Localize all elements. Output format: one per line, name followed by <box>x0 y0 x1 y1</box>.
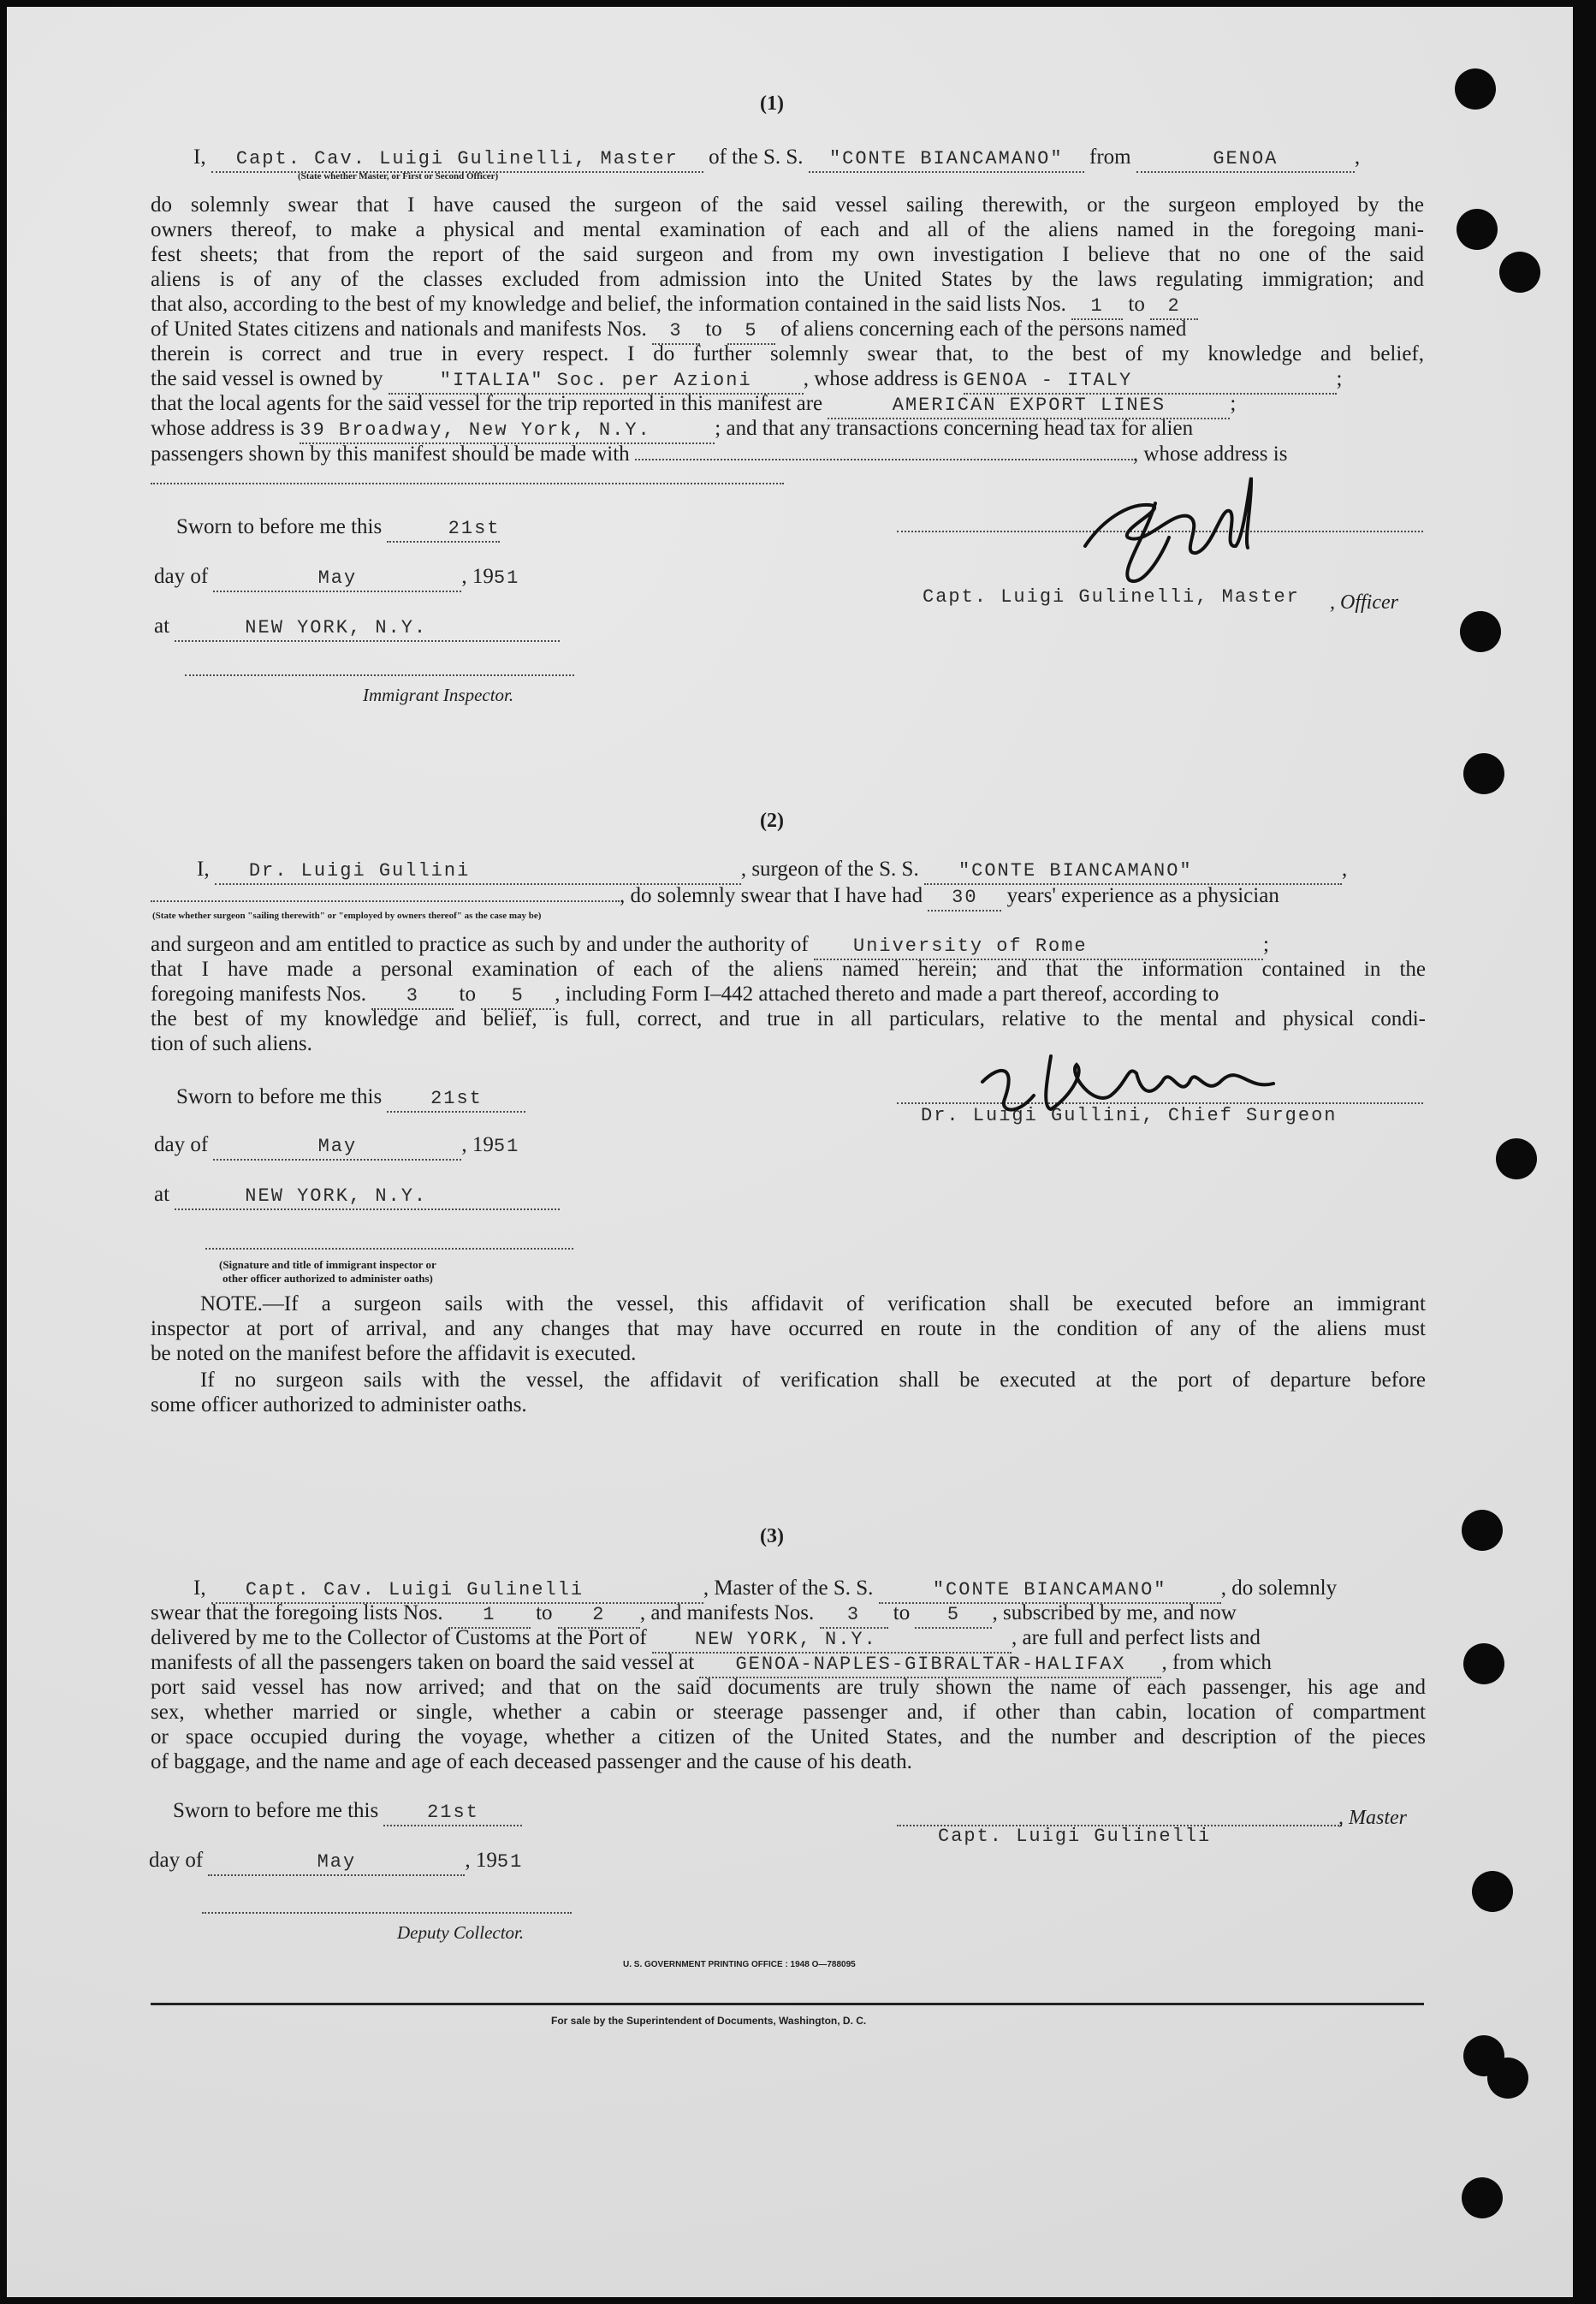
lists-to-field: 2 <box>558 1603 640 1629</box>
manifests-from-field: 3 <box>652 319 700 345</box>
sworn-day-field: 21st <box>387 517 500 543</box>
place-field: NEW YORK, N.Y. <box>175 1185 560 1210</box>
punch-hole <box>1455 68 1496 110</box>
sec2-at-line <box>154 1183 560 1210</box>
sec3-route-line <box>151 1651 1426 1678</box>
day-of-label: day of <box>154 1133 209 1156</box>
sec1-day-line <box>154 565 519 592</box>
authority-field: University of Rome <box>814 935 1263 960</box>
lists-from-field: 1 <box>448 1603 531 1629</box>
vessel-name-field: "CONTE BIANCAMANO" <box>879 1578 1221 1604</box>
sig-caption: (Signature and title of immigrant inspector or <box>219 1258 436 1271</box>
agents-address-field: 39 Broadway, New York, N.Y. <box>300 419 715 444</box>
sec1-text: that also, according to the best of my knowledge and belief, the information contained in the said lists Nos. <box>151 293 1066 316</box>
vessel-name-field: "CONTE BIANCAMANO" <box>809 147 1084 173</box>
punch-hole <box>1472 1871 1513 1912</box>
owner-field: "ITALIA" Soc. per Azioni <box>389 369 804 395</box>
sec2-day-line <box>154 1133 519 1161</box>
sec2-text-line: the best of my knowledge and belief, is full, correct, and true in all particulars, relative to the mental and physical condi- <box>151 1007 1426 1030</box>
sec1-text: that the local agents for the said vessel for the trip reported in this manifest are <box>151 392 823 415</box>
sec1-agents-line <box>151 392 1424 419</box>
to-label: to <box>893 1601 911 1624</box>
at-label: at <box>154 1183 170 1206</box>
to-label: to <box>1128 293 1145 316</box>
sec2-text: and surgeon and am entitled to practice as such by and under the authority of <box>151 933 809 956</box>
punch-hole <box>1496 1138 1537 1179</box>
sec1-text-line: owners thereof, to make a physical and mental examination of each and all of the aliens named in the foregoing mani- <box>151 218 1424 241</box>
sec2-text-line: tion of such aliens. <box>151 1032 312 1055</box>
master-caption: (State whether Master, or First or Second Officer) <box>298 171 499 181</box>
sec3-text: delivered by me to the Collector of Customs at the Port of <box>151 1626 647 1649</box>
year-prefix: , 19 <box>465 1849 497 1872</box>
port-field: NEW YORK, N.Y. <box>652 1628 1012 1654</box>
month-field: May <box>213 1135 461 1161</box>
manifests-to-field: 5 <box>915 1603 992 1629</box>
month-field: May <box>213 567 461 592</box>
sec3-text-line: port said vessel has now arrived; and that on the said documents are truly shown the name of each passenger, his age and <box>151 1676 1426 1699</box>
sec3-text: , do solemnly <box>1220 1577 1338 1600</box>
sworn-label: Sworn to before me this <box>176 1085 383 1108</box>
vessel-name-field: "CONTE BIANCAMANO" <box>924 859 1342 885</box>
manifests-to-field: 5 <box>727 319 775 345</box>
inspector-signature-line <box>205 1248 573 1250</box>
sec2-text: foregoing manifests Nos. <box>151 983 367 1006</box>
semicolon: ; <box>1263 933 1269 956</box>
year-field: 51 <box>496 1851 524 1873</box>
year-prefix: , 19 <box>461 565 494 588</box>
semicolon: ; <box>1336 367 1343 390</box>
master-name-field: Capt. Cav. Luigi Gulinelli, Master <box>211 147 703 173</box>
sec1-text: of United States citizens and nationals and manifests Nos. <box>151 318 647 341</box>
year-prefix: , 19 <box>461 1133 494 1156</box>
day-of-label: day of <box>149 1849 204 1872</box>
month-field: May <box>208 1850 465 1876</box>
note-line: be noted on the manifest before the affidavit is executed. <box>151 1342 637 1365</box>
to-label: to <box>536 1601 553 1624</box>
sec1-text: ; and that any transactions concerning head tax for alien <box>715 417 1194 440</box>
sec3-text-line: or space occupied during the voyage, whether a citizen of the United States, and the number and description of the pieces <box>151 1725 1426 1749</box>
sworn-day-field: 21st <box>387 1087 525 1113</box>
at-label: at <box>154 615 170 638</box>
sec3-day-line <box>149 1849 523 1876</box>
sec1-sworn-line <box>176 515 500 543</box>
officer-signature <box>1068 452 1273 597</box>
sale-note: For sale by the Superintendent of Documents, Washington, D. C. <box>551 2015 867 2027</box>
punch-hole <box>1463 753 1504 794</box>
to-label: to <box>705 318 722 341</box>
sec1-text: of aliens concerning each of the persons named <box>780 318 1187 341</box>
punch-hole <box>1462 2177 1503 2218</box>
sec1-manifests-line <box>151 318 1424 345</box>
lists-from-field: 1 <box>1071 294 1123 320</box>
collector-signature-line <box>202 1912 572 1914</box>
year-field: 51 <box>493 567 520 589</box>
sec2-text: , do solemnly swear that I have had <box>620 884 923 907</box>
surgeon-name-field: Dr. Luigi Gullini <box>215 859 741 885</box>
sec3-text: manifests of all the passengers taken on board the said vessel at <box>151 1651 695 1674</box>
sworn-day-field: 21st <box>383 1801 522 1826</box>
master-name-field: Capt. Cav. Luigi Gulinelli <box>211 1578 703 1604</box>
surgeon-signer-name: Dr. Luigi Gullini, Chief Surgeon <box>921 1105 1338 1126</box>
master-label: , Master <box>1338 1807 1407 1829</box>
sig-caption: other officer authorized to administer oaths) <box>222 1272 433 1285</box>
day-of-label: day of <box>154 565 209 588</box>
punch-hole <box>1460 611 1501 652</box>
sec2-text: , including Form I–442 attached thereto and made a part thereof, according to <box>555 983 1219 1006</box>
punch-hole <box>1457 209 1498 250</box>
sec1-owner-line <box>151 367 1424 395</box>
deputy-collector-label: Deputy Collector. <box>397 1922 525 1943</box>
years-field: 30 <box>928 886 1001 912</box>
section-3-heading: (3) <box>760 1525 784 1547</box>
manifests-from-field: 3 <box>371 984 454 1010</box>
footer-rule <box>151 2003 1424 2005</box>
sec1-text: passengers shown by this manifest should be made with <box>151 442 630 466</box>
sec2-text-line: that I have made a personal examination of each of the aliens named herein; and that the information contained in the <box>151 958 1426 981</box>
punch-hole <box>1499 252 1540 293</box>
sec2-name-line: I, Dr. Luigi Gullini , surgeon of the S. S. "CONTE BIANCAMANO" , <box>197 858 1426 885</box>
note-line: If no surgeon sails with the vessel, the affidavit of verification shall be executed at the port of departure before <box>200 1369 1426 1392</box>
manifests-from-field: 3 <box>820 1603 888 1629</box>
sec1-text: the said vessel is owned by <box>151 367 383 390</box>
note-line: NOTE.—If a surgeon sails with the vessel, this affidavit of verification shall be executed before an immigrant <box>200 1292 1426 1315</box>
route-field: GENOA-NAPLES-GIBRALTAR-HALIFAX <box>699 1653 1161 1678</box>
sec3-text: swear that the foregoing lists Nos. <box>151 1601 443 1624</box>
to-label: to <box>459 983 476 1006</box>
officer-label: , Officer <box>1330 591 1398 614</box>
punch-hole <box>1462 1510 1503 1551</box>
note-line: some officer authorized to administer oaths. <box>151 1393 527 1416</box>
agents-field: AMERICAN EXPORT LINES <box>828 394 1230 419</box>
sec1-text: , whose address is <box>1132 442 1288 466</box>
sec1-at-line <box>154 615 560 642</box>
section-2-heading: (2) <box>760 810 784 832</box>
punch-hole <box>1487 2058 1528 2099</box>
headtax-field <box>635 442 1133 460</box>
surgeon-status-caption: (State whether surgeon "sailing therewith" or "employed by owners thereof" as the case may be) <box>152 911 542 921</box>
pronoun: I, <box>193 145 206 169</box>
lists-to-field: 2 <box>1150 294 1198 320</box>
sworn-label: Sworn to before me this <box>173 1799 379 1822</box>
surgeon-status-field <box>151 883 620 902</box>
sec3-text: , from which <box>1161 1651 1272 1674</box>
punch-hole <box>1463 1643 1504 1684</box>
sec3-sworn-line <box>173 1799 522 1826</box>
sec3-lists-line <box>151 1601 1426 1629</box>
sec2-manifests-line <box>151 983 1426 1010</box>
master-of-label: , Master of the S. S. <box>703 1577 874 1600</box>
pronoun: I, <box>193 1577 206 1600</box>
sec3-text: , and manifests Nos. <box>639 1601 815 1624</box>
sec1-text: whose address is <box>151 417 295 440</box>
sec3-text: , subscribed by me, and now <box>992 1601 1237 1624</box>
officer-signer-name: Capt. Luigi Gulinelli, Master <box>923 586 1300 608</box>
section-1-heading: (1) <box>760 92 784 115</box>
of-ss-label: of the S. S. <box>709 145 804 169</box>
sec3-port-line <box>151 1626 1426 1654</box>
surgeon-of-label: , surgeon of the S. S. <box>740 858 919 881</box>
inspector-label: Immigrant Inspector. <box>363 685 514 705</box>
sec3-text: , are full and perfect lists and <box>1012 1626 1261 1649</box>
sec1-line-name: I, Capt. Cav. Luigi Gulinelli, Master of the S. S. "CONTE BIANCAMANO" from GENOA , <box>193 145 1426 173</box>
sec3-text-line: of baggage, and the name and age of each deceased passenger and the cause of his death. <box>151 1750 912 1773</box>
note-line: inspector at port of arrival, and any changes that may have occurred en route in the condition of any of the aliens must <box>151 1317 1426 1340</box>
place-field: NEW YORK, N.Y. <box>175 616 560 642</box>
inspector-signature-line <box>185 674 574 676</box>
sec2-sworn-line <box>176 1085 525 1113</box>
semicolon: ; <box>1230 392 1237 415</box>
headtax-address-field <box>151 483 784 484</box>
sec2-authority-line <box>151 933 1426 960</box>
sec1-agents-address-line <box>151 417 1424 444</box>
master-signer-name: Capt. Luigi Gulinelli <box>938 1826 1212 1847</box>
sec1-text-line: do solemnly swear that I have caused the surgeon of the said vessel sailing therewith, or the surgeon employed by the <box>151 193 1424 217</box>
owner-address-field: GENOA - ITALY <box>964 369 1337 395</box>
sec1-text-line: therein is correct and true in every respect. I do further solemnly swear that, to the best of my knowledge and belief, <box>151 342 1424 365</box>
sworn-label: Sworn to before me this <box>176 515 383 538</box>
printing-office-note: U. S. GOVERNMENT PRINTING OFFICE : 1948 O—788095 <box>623 1960 856 1969</box>
sec3-text-line: sex, whether married or single, whether a cabin or steerage passenger and, if other than cabin, location of compartment <box>151 1701 1426 1724</box>
from-label: from <box>1089 145 1131 169</box>
sec3-name-line <box>193 1577 1426 1604</box>
sec1-text: , whose address is <box>803 367 958 390</box>
document-page <box>7 7 1573 2297</box>
pronoun: I, <box>197 858 210 881</box>
manifests-to-field: 5 <box>481 984 555 1010</box>
sec2-text: years' experience as a physician <box>1006 884 1279 907</box>
sec2-years-line <box>151 883 1426 912</box>
sec1-lists-line <box>151 293 1424 320</box>
sec1-text-line: fest sheets; that from the report of the said surgeon and from my own investigation I believe that no one of the said <box>151 243 1424 266</box>
port-field: GENOA <box>1136 147 1355 173</box>
sec1-text-line: aliens is of any of the classes excluded from admission into the United States by the laws regulating immigration; and <box>151 268 1424 291</box>
year-field: 51 <box>493 1136 520 1157</box>
